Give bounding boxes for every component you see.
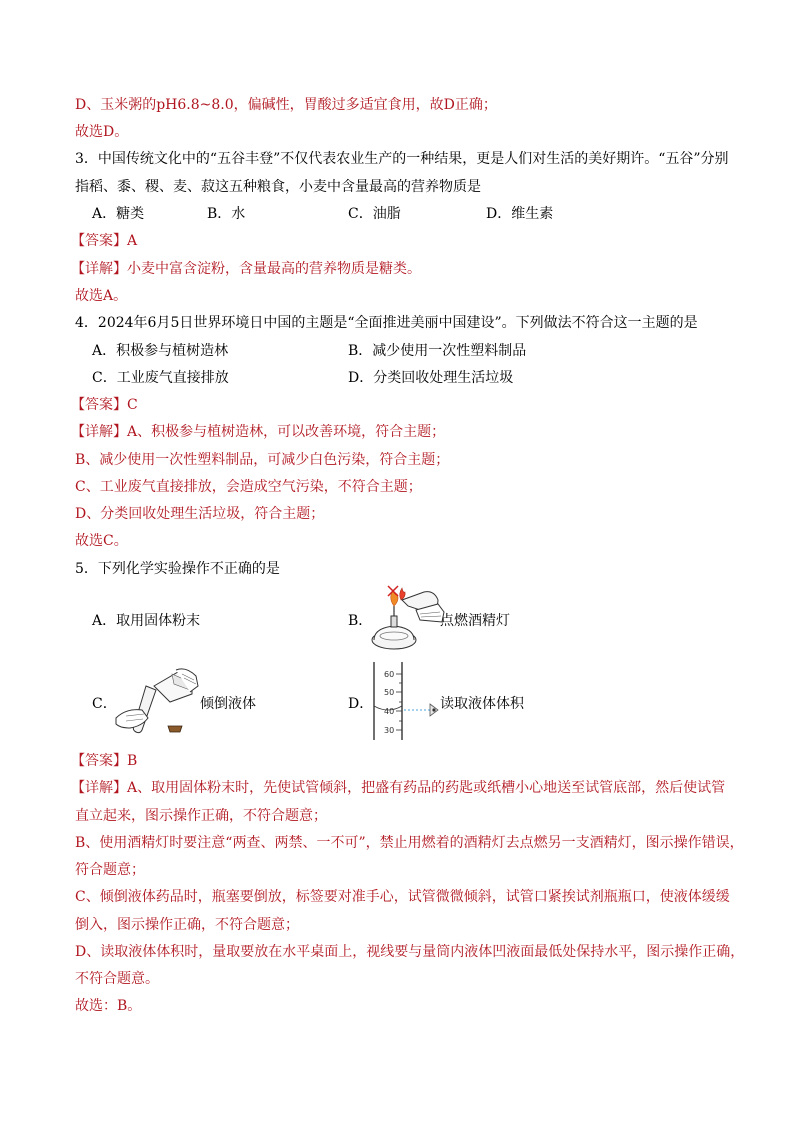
q4-detail-b: B、减少使用一次性塑料制品，可减少白色污染，符合主题；	[75, 452, 450, 468]
q5-answer	[71, 751, 137, 771]
question-3-stem-line2: 指稻、黍、稷、麦、菽这五种粮食，小麦中含量最高的营养物质是	[75, 179, 481, 195]
q5-detail-c2: 倒入，图示操作正确，不符合题意；	[75, 917, 299, 933]
answer-label: 【答案】	[71, 233, 127, 249]
q5-detail-d2: 不符合题意。	[75, 971, 159, 987]
q5-option-b-text: 点燃酒精灯	[440, 613, 510, 629]
q5-conclusion: 故选：B。	[75, 998, 142, 1014]
tick-60: 60	[384, 670, 395, 679]
detail-text: A、积极参与植树造林，可以改善环境，符合主题；	[127, 424, 446, 440]
q5-detail-b2: 符合题意；	[75, 862, 145, 878]
option-letter: A．	[92, 613, 117, 629]
question-5-stem: 5．下列化学实验操作不正确的是	[75, 561, 280, 577]
q3-option-c: C．油脂	[348, 206, 401, 222]
q4-detail-c: C、工业废气直接排放，会造成空气污染，不符合主题；	[75, 479, 422, 495]
q4-option-b: B．减少使用一次性塑料制品	[348, 343, 527, 359]
q4-detail	[71, 422, 445, 442]
q5-option-b-letter: B．	[348, 613, 373, 629]
q3-answer	[71, 231, 137, 251]
question-3-stem-line1: 3．中国传统文化中的“五谷丰登”不仅代表农业生产的一种结果，更是人们对生活的美好期许。“五谷”分别	[75, 151, 729, 167]
q3-detail	[71, 259, 421, 279]
detail-label: 【详解】	[71, 424, 127, 440]
q3-option-b: B．水	[207, 206, 246, 222]
q4-option-c: C．工业废气直接排放	[92, 370, 229, 386]
q5-option-c-text: 倾倒液体	[200, 696, 256, 712]
tick-50: 50	[384, 688, 395, 697]
answer-label: 【答案】	[71, 397, 127, 413]
q5-option-c-letter: C．	[92, 696, 117, 712]
q5-detail-b: B、使用酒精灯时要注意“两查、两禁、一不可”，禁止用燃着的酒精灯去点燃另一支酒精灯，图示操作错误，	[75, 835, 744, 851]
q5-option-a	[92, 611, 200, 631]
answer-label: 【答案】	[71, 753, 127, 769]
detail-label: 【详解】	[71, 261, 127, 277]
q4-answer	[71, 395, 138, 415]
q5-option-d-letter: D．	[348, 696, 374, 712]
alcohol-lamp-figure	[368, 582, 448, 656]
question-4-stem: 4．2024年6月5日世界环境日中国的主题是“全面推进美丽中国建设”。下列做法不符合这一主题的是	[75, 315, 698, 331]
q5-detail-c: C、倾倒液体药品时，瓶塞要倒放，标签要对准手心，试管微微倾斜，试管口紧挨试剂瓶瓶口，使液体缓缓	[75, 889, 730, 905]
q4-option-d: D．分类回收处理生活垃圾	[348, 370, 514, 386]
pouring-liquid-figure	[112, 668, 204, 738]
q4-detail-d: D、分类回收处理生活垃圾，符合主题；	[75, 506, 325, 522]
tick-30: 30	[384, 726, 395, 735]
conclusion-line: 故选D。	[75, 124, 129, 140]
answer-value: A	[127, 233, 138, 249]
tick-40: 40	[384, 707, 395, 716]
q3-option-a: A．糖类	[92, 206, 145, 222]
measuring-cylinder-figure	[368, 660, 442, 742]
detail-line-d: D、玉米粥的pH6.8~8.0，偏碱性，胃酸过多适宜食用，故D正确；	[75, 97, 497, 113]
q5-detail-d: D、读取液体体积时，量取要放在水平桌面上，视线要与量筒内液体凹液面最低处保持水平，图示操作正确，	[75, 944, 745, 960]
q4-conclusion: 故选C。	[75, 533, 128, 549]
q5-detail-a2: 直立起来，图示操作正确，不符合题意；	[75, 808, 327, 824]
detail-label: 【详解】	[71, 780, 127, 796]
q4-option-a: A．积极参与植树造林	[92, 343, 229, 359]
detail-text: A、取用固体粉末时，先使试管倾斜，把盛有药品的药匙或纸槽小心地送至试管底部，然后使试管	[127, 780, 726, 796]
option-text: 取用固体粉末	[116, 613, 201, 629]
q5-option-d-text: 读取液体体积	[440, 696, 524, 712]
answer-value: C	[127, 397, 138, 413]
q3-option-d: D．维生素	[486, 206, 554, 222]
answer-value: B	[127, 753, 138, 769]
q3-conclusion: 故选A。	[75, 288, 128, 304]
q5-detail	[71, 778, 725, 798]
detail-text: 小麦中富含淀粉，含量最高的营养物质是糖类。	[127, 261, 421, 277]
